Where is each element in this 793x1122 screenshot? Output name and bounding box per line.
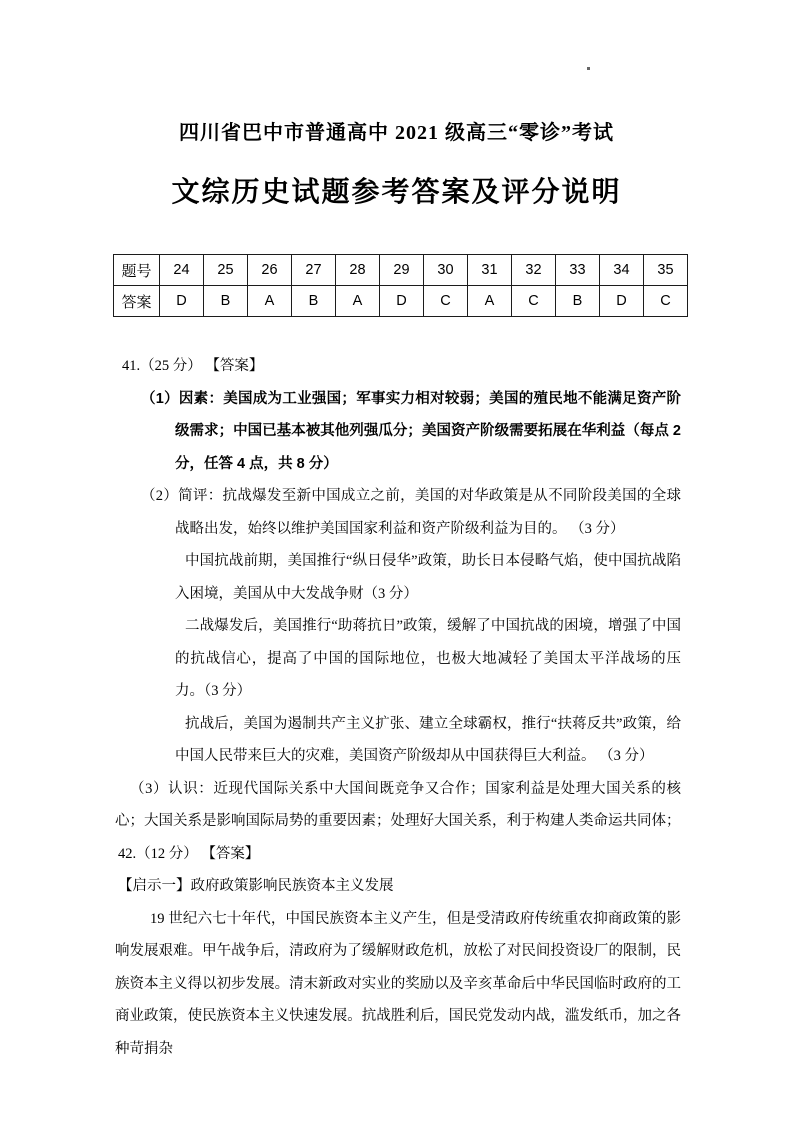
answer-cell: B bbox=[292, 286, 336, 317]
question-number-cell: 25 bbox=[204, 255, 248, 286]
question-42-heading: 42.（12 分） 【答案】 bbox=[118, 845, 260, 862]
question-number-cell: 34 bbox=[600, 255, 644, 286]
question-41-part2-stage1: 中国抗战前期，美国推行“纵日侵华”政策，助长日本侵略气焰，使中国抗战陷入困境，美国从中大发战争财（3 分） bbox=[175, 553, 681, 602]
answer-cell: C bbox=[512, 286, 556, 317]
question-41-part2-intro: （2）简评：抗战爆发至新中国成立之前，美国的对华政策是从不同阶段美国的全球战略出发，始终以维护美国国家利益和资产阶级利益为目的。 （3 分） bbox=[141, 488, 681, 537]
question-41-part2-stage2: 二战爆发后，美国推行“助蒋抗日”政策，缓解了中国抗战的困境，增强了中国的抗战信心，提高了中国的国际地位，也极大地减轻了美国太平洋战场的压力。（3 分） bbox=[175, 618, 681, 699]
answer-cell: A bbox=[468, 286, 512, 317]
question-number-cell: 29 bbox=[380, 255, 424, 286]
question-41-heading: 41.（25 分） 【答案】 bbox=[122, 358, 264, 374]
document-title: 文综历史试题参考答案及评分说明 bbox=[171, 176, 622, 207]
answer-cell: A bbox=[336, 286, 380, 317]
question-number-cell: 33 bbox=[556, 255, 600, 286]
exam-title: 四川省巴中市普通高中 2021 级高三“零诊”考试 bbox=[179, 122, 614, 144]
answer-cell: C bbox=[424, 286, 468, 317]
answer-key-table bbox=[113, 254, 688, 317]
answer-row bbox=[114, 286, 688, 317]
question-number-cell: 27 bbox=[292, 255, 336, 286]
question-number-row bbox=[114, 255, 688, 286]
answer-cell: C bbox=[644, 286, 688, 317]
answer-cell: D bbox=[600, 286, 644, 317]
question-number-cell: 35 bbox=[644, 255, 688, 286]
answer-cell: B bbox=[204, 286, 248, 317]
question-number-cell: 26 bbox=[248, 255, 292, 286]
question-number-cell: 30 bbox=[424, 255, 468, 286]
question-41-part3: （3）认识：近现代国际关系中大国间既竞争又合作；国家利益是处理大国关系的核心；大国关系是影响国际局势的重要因素；处理好大国关系，利于构建人类命运共同体； bbox=[115, 780, 681, 829]
question-number-cell: 31 bbox=[468, 255, 512, 286]
answer-cell: D bbox=[380, 286, 424, 317]
scan-speck bbox=[587, 67, 590, 70]
question-number-cell: 28 bbox=[336, 255, 380, 286]
question-42-subtitle: 【启示一】政府政策影响民族资本主义发展 bbox=[118, 878, 394, 894]
question-41-part2-stage3: 抗战后，美国为遏制共产主义扩张、建立全球霸权，推行“扶蒋反共”政策，给中国人民带来巨大的灾难，美国资产阶级却从中国获得巨大利益。 （3 分） bbox=[175, 715, 681, 764]
answer-cell: D bbox=[160, 286, 204, 317]
question-41-part1: （1）因素：美国成为工业强国；军事实力相对较弱；美国的殖民地不能满足资产阶级需求；中国已基本被其他列强瓜分；美国资产阶级需要拓展在华利益（每点 2 分，任答 4 点，共 8 分） bbox=[141, 390, 681, 472]
question-42-paragraph: 19 世纪六七十年代，中国民族资本主义产生，但是受清政府传统重农抑商政策的影响发展艰难。甲午战争后，清政府为了缓解财政危机，放松了对民间投资设厂的限制，民族资本主义得以初步发展。清末新政对实业的奖励以及辛亥革命后中华民国临时政府的工商业政策，使民族资本主义快速发展。抗战胜利后，国民党发动内战，滥发纸币，加之各种苛捐杂 bbox=[115, 910, 681, 1057]
answer-cell: A bbox=[248, 286, 292, 317]
row-label-question-number: 题号 bbox=[114, 255, 160, 286]
row-label-answer: 答案 bbox=[114, 286, 160, 317]
question-number-cell: 32 bbox=[512, 255, 556, 286]
answer-body bbox=[115, 350, 681, 1065]
question-number-cell: 24 bbox=[160, 255, 204, 286]
answer-cell: B bbox=[556, 286, 600, 317]
